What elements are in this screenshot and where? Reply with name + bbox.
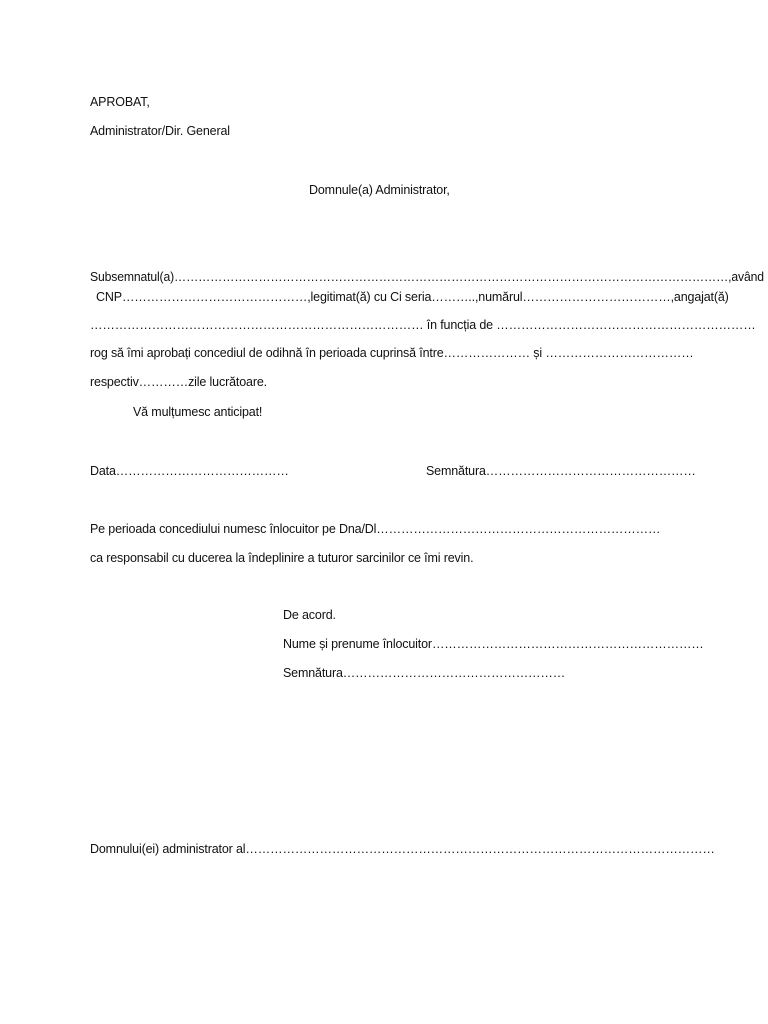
responsibility-line: ca responsabil cu ducerea la îndeplinire a tuturor sarcinilor ce îmi revin.: [90, 551, 474, 565]
body-line-workdays: respectiv…………zile lucrătoare.: [90, 375, 267, 389]
replacement-line: Pe perioada concediului numesc înlocuitor pe Dna/Dl……………………………………………………………: [90, 522, 661, 536]
body-line-name: Subsemnatul(a)…………………………………………………………………………………………………………………………,având: [90, 270, 764, 284]
replacement-signature-field: Semnătura………………………………………………: [283, 666, 566, 680]
replacement-name-field: Nume și prenume înlocuitor…………………………………………………………: [283, 637, 704, 651]
body-line-cnp: CNP………………………………………,legitimat(ă) cu Ci seria………..,numărul………………………………,angajat(ă): [96, 290, 729, 304]
body-line-function: ……………………………………………………………………… în funcția de ………………………………………………………: [90, 318, 756, 332]
thanks-text: Vă mulțumesc anticipat!: [133, 405, 263, 419]
addressee-line: Domnului(ei) administrator al……………………………………………………………………………………………………: [90, 842, 715, 856]
approver-title: Administrator/Dir. General: [90, 124, 230, 138]
agreement-label: De acord.: [283, 608, 336, 622]
signature-field: Semnătura……………………………………………: [426, 464, 696, 478]
approved-label: APROBAT,: [90, 95, 150, 109]
date-field: Data……………………………………: [90, 464, 289, 478]
body-line-request: rog să îmi aprobați concediul de odihnă în perioada cuprinsă între………………… și ………………………………: [90, 346, 694, 360]
salutation: Domnule(a) Administrator,: [309, 183, 450, 197]
